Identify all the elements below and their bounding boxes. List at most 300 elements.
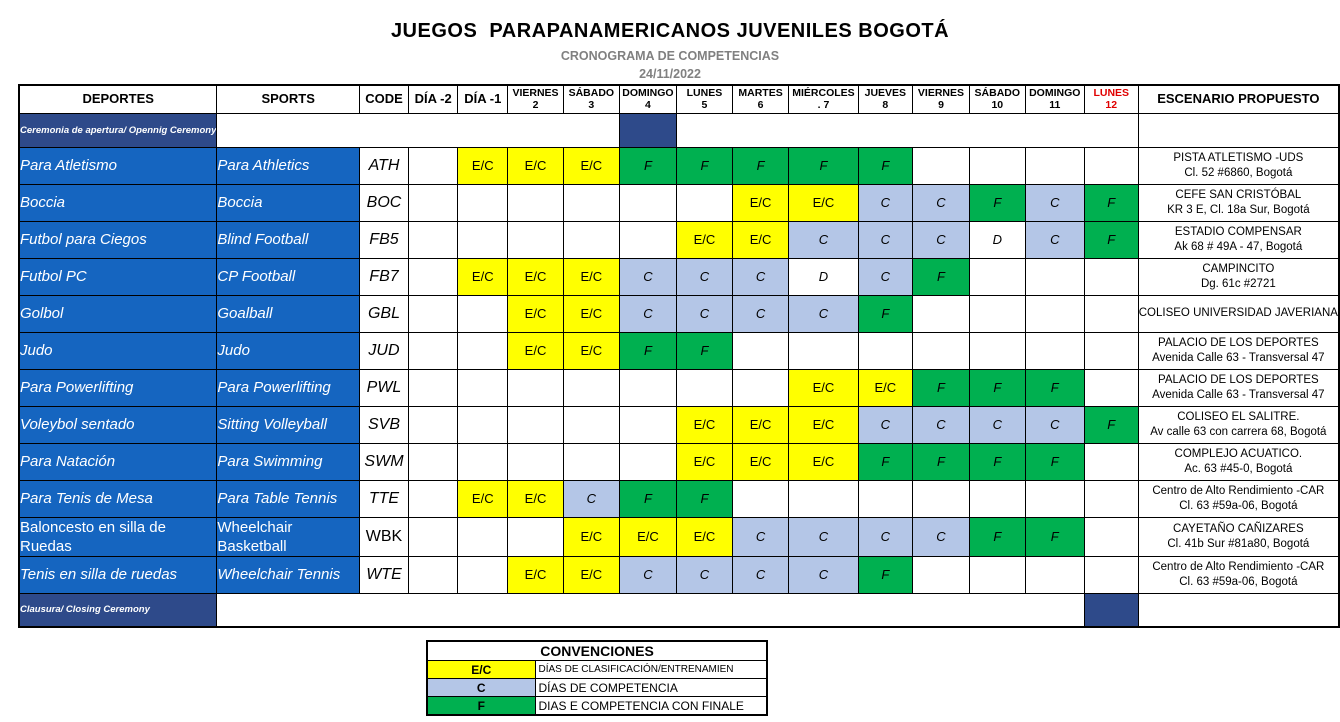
- venue-cell: [1138, 147, 1339, 184]
- schedule-cell: [508, 221, 564, 258]
- opening-ceremony-row: [19, 113, 1339, 147]
- schedule-cell: C: [732, 556, 789, 593]
- venue-address: Cl. 41b Sur #81a80, Bogotá: [1167, 537, 1310, 550]
- col-day: [677, 85, 733, 113]
- venue-address: Avenida Calle 63 - Transversal 47: [1152, 351, 1325, 364]
- schedule-cell: [913, 480, 970, 517]
- sport-row: [19, 258, 1339, 295]
- schedule-cell: E/C: [563, 258, 619, 295]
- venue-cell: [1138, 258, 1339, 295]
- schedule-cell: [677, 369, 733, 406]
- schedule-cell: C: [732, 295, 789, 332]
- schedule-cell: [408, 258, 458, 295]
- col-day: [913, 85, 970, 113]
- sport-name-es: Voleybol sentado: [19, 406, 217, 443]
- schedule-cell: [458, 369, 508, 406]
- schedule-cell: [408, 556, 458, 593]
- schedule-cell: [619, 184, 676, 221]
- schedule-cell: C: [619, 295, 676, 332]
- schedule-cell: [969, 332, 1025, 369]
- day-number: . 7: [817, 99, 830, 112]
- schedule-cell: E/C: [458, 258, 508, 295]
- schedule-cell: F: [969, 443, 1025, 480]
- venue-address: Ak 68 # 49A - 47, Bogotá: [1174, 240, 1303, 253]
- schedule-cell: C: [677, 295, 733, 332]
- schedule-cell: C: [913, 184, 970, 221]
- col-day: [732, 85, 789, 113]
- venue-name: CAYETAÑO CAÑIZARES: [1173, 522, 1304, 535]
- schedule-cell: E/C: [563, 556, 619, 593]
- col-day: [619, 85, 676, 113]
- legend-title: CONVENCIONES: [427, 641, 767, 661]
- closing-ceremony-marker: [1084, 593, 1138, 627]
- schedule-cell: C: [677, 556, 733, 593]
- venue-name: ESTADIO COMPENSAR: [1174, 225, 1302, 238]
- sport-name-es: Baloncesto en silla de Ruedas: [19, 517, 217, 556]
- venue-cell: [1138, 332, 1339, 369]
- schedule-cell: E/C: [789, 406, 858, 443]
- schedule-cell: [1025, 295, 1084, 332]
- schedule-cell: [408, 369, 458, 406]
- schedule-cell: [619, 406, 676, 443]
- schedule-cell: C: [858, 406, 912, 443]
- venue-cell: [1138, 443, 1339, 480]
- col-day-minus-1: DÍA -1: [458, 85, 508, 113]
- day-number: 4: [645, 99, 651, 112]
- legend-label: DÍAS DE CLASIFICACIÓN/ENTRENAMIEN: [535, 661, 767, 679]
- sport-name-es: Para Natación: [19, 443, 217, 480]
- schedule-cell: C: [913, 517, 970, 556]
- schedule-cell: [408, 221, 458, 258]
- schedule-cell: F: [913, 443, 970, 480]
- day-number: 8: [882, 99, 889, 112]
- schedule-cell: [789, 480, 858, 517]
- schedule-cell: [458, 406, 508, 443]
- schedule-cell: C: [789, 556, 858, 593]
- venue-address: Cl. 52 #6860, Bogotá: [1184, 166, 1293, 179]
- schedule-cell: [508, 443, 564, 480]
- schedule-cell: C: [789, 517, 858, 556]
- sport-name-es: Para Tenis de Mesa: [19, 480, 217, 517]
- schedule-cell: E/C: [677, 517, 733, 556]
- schedule-cell: [1025, 480, 1084, 517]
- schedule-cell: F: [969, 369, 1025, 406]
- day-number: 6: [757, 99, 764, 112]
- legend-row: [427, 661, 767, 679]
- sport-name-es: Para Atletismo: [19, 147, 217, 184]
- schedule-cell: E/C: [732, 184, 789, 221]
- schedule-cell: F: [789, 147, 858, 184]
- schedule-cell: [913, 556, 970, 593]
- sport-name-en: Para Swimming: [217, 443, 360, 480]
- schedule-cell: F: [1025, 369, 1084, 406]
- schedule-cell: F: [858, 556, 912, 593]
- schedule-cell: E/C: [508, 480, 564, 517]
- opening-ceremony-label: Ceremonia de apertura/ Opennig Ceremony: [19, 113, 217, 147]
- schedule-cell: [619, 443, 676, 480]
- sport-row: [19, 221, 1339, 258]
- day-name: SÁBADO: [974, 87, 1021, 100]
- col-day: [789, 85, 858, 113]
- schedule-cell: [1084, 556, 1138, 593]
- schedule-cell: F: [677, 480, 733, 517]
- schedule-cell: [1084, 369, 1138, 406]
- schedule-cell: C: [789, 221, 858, 258]
- venue-name: Centro de Alto Rendimiento -CAR: [1152, 560, 1325, 573]
- sport-code: FB5: [360, 221, 409, 258]
- col-day: [969, 85, 1025, 113]
- legend-key: E/C: [427, 661, 535, 679]
- ceremony-blank: [1138, 113, 1339, 147]
- sport-name-en: Wheelchair Basketball: [217, 517, 360, 556]
- schedule-cell: [858, 332, 912, 369]
- schedule-cell: E/C: [508, 295, 564, 332]
- schedule-cell: C: [1025, 406, 1084, 443]
- schedule-cell: [508, 517, 564, 556]
- col-day-monday-12: [1084, 85, 1138, 113]
- sport-name-es: Boccia: [19, 184, 217, 221]
- schedule-cell: E/C: [508, 147, 564, 184]
- venue-name: CAMPINCITO: [1202, 262, 1275, 275]
- header-row: [19, 85, 1339, 113]
- page-title: JUEGOS PARAPANAMERICANOS JUVENILES BOGOTÁ: [390, 20, 950, 42]
- schedule-cell: F: [677, 147, 733, 184]
- sport-row: [19, 147, 1339, 184]
- schedule-cell: E/C: [563, 517, 619, 556]
- schedule-cell: [1084, 295, 1138, 332]
- sport-name-es: Futbol PC: [19, 258, 217, 295]
- schedule-cell: [858, 480, 912, 517]
- schedule-cell: [563, 443, 619, 480]
- ceremony-blank: [1138, 593, 1339, 627]
- schedule-cell: F: [913, 369, 970, 406]
- schedule-cell: E/C: [458, 480, 508, 517]
- schedule-cell: E/C: [732, 443, 789, 480]
- venue-cell: [1138, 556, 1339, 593]
- col-day-minus-2: DÍA -2: [408, 85, 458, 113]
- schedule-cell: [458, 221, 508, 258]
- schedule-cell: F: [858, 295, 912, 332]
- day-number: 10: [991, 99, 1004, 112]
- schedule-cell: C: [732, 258, 789, 295]
- schedule-cell: [969, 556, 1025, 593]
- schedule-cell: F: [619, 332, 676, 369]
- schedule-cell: F: [619, 480, 676, 517]
- schedule-cell: [408, 332, 458, 369]
- day-number: 9: [938, 99, 944, 112]
- schedule-cell: F: [677, 332, 733, 369]
- col-day: [563, 85, 619, 113]
- sport-code: JUD: [360, 332, 409, 369]
- day-name: LUNES: [686, 87, 723, 100]
- schedule-cell: [458, 517, 508, 556]
- venue-address: Cl. 63 #59a-06, Bogotá: [1179, 575, 1298, 588]
- schedule-cell: E/C: [789, 443, 858, 480]
- col-venue: ESCENARIO PROPUESTO: [1138, 85, 1339, 113]
- schedule-cell: [969, 147, 1025, 184]
- venue-cell: [1138, 480, 1339, 517]
- ceremony-blank: [217, 593, 1084, 627]
- col-day: [858, 85, 912, 113]
- day-number: 11: [1049, 99, 1061, 112]
- closing-ceremony-label: Clausura/ Closing Ceremony: [19, 593, 217, 627]
- legend-label: DIAS E COMPETENCIA CON FINALE: [535, 697, 767, 716]
- legend-row: [427, 697, 767, 716]
- schedule-cell: [408, 517, 458, 556]
- schedule-cell: E/C: [508, 332, 564, 369]
- schedule-cell: [563, 184, 619, 221]
- schedule-cell: F: [913, 258, 970, 295]
- schedule-cell: E/C: [789, 184, 858, 221]
- schedule-cell: [913, 295, 970, 332]
- schedule-cell: [619, 369, 676, 406]
- col-deportes: DEPORTES: [19, 85, 217, 113]
- schedule-cell: [732, 480, 789, 517]
- venue-name: COMPLEJO ACUATICO.: [1174, 447, 1303, 460]
- schedule-cell: [1084, 443, 1138, 480]
- schedule-cell: F: [1025, 443, 1084, 480]
- schedule-cell: F: [1084, 184, 1138, 221]
- day-name: JUEVES: [864, 87, 907, 100]
- sport-code: GBL: [360, 295, 409, 332]
- opening-ceremony-marker: [619, 113, 676, 147]
- venue-address: Avenida Calle 63 - Transversal 47: [1152, 388, 1325, 401]
- col-sports: SPORTS: [217, 85, 360, 113]
- schedule-cell: [1025, 147, 1084, 184]
- day-number: 5: [701, 99, 708, 112]
- venue-name: COLISEO UNIVERSIDAD JAVERIANA: [1138, 307, 1338, 319]
- schedule-cell: [1084, 480, 1138, 517]
- schedule-cell: E/C: [508, 556, 564, 593]
- sport-row: [19, 406, 1339, 443]
- schedule-cell: [508, 406, 564, 443]
- schedule-cell: C: [619, 258, 676, 295]
- sport-code: BOC: [360, 184, 409, 221]
- day-name: VIERNES: [917, 87, 965, 100]
- schedule-cell: F: [969, 517, 1025, 556]
- sport-rows: [19, 147, 1339, 593]
- schedule-cell: [1084, 147, 1138, 184]
- schedule-cell: [1025, 332, 1084, 369]
- sport-name-en: CP Football: [217, 258, 360, 295]
- schedule-cell: C: [677, 258, 733, 295]
- schedule-cell: [913, 147, 970, 184]
- schedule-cell: E/C: [563, 147, 619, 184]
- schedule-cell: [458, 332, 508, 369]
- schedule-cell: C: [913, 221, 970, 258]
- venue-address: Cl. 63 #59a-06, Bogotá: [1179, 499, 1298, 512]
- sport-code: SWM: [360, 443, 409, 480]
- legend-key: F: [427, 697, 535, 716]
- schedule-cell: [408, 406, 458, 443]
- ceremony-blank: [217, 113, 619, 147]
- day-name: DOMINGO: [1029, 87, 1081, 100]
- schedule-cell: E/C: [563, 332, 619, 369]
- legend-row: [427, 679, 767, 697]
- schedule-cell: F: [1025, 517, 1084, 556]
- venue-address: Ac. 63 #45-0, Bogotá: [1184, 462, 1293, 475]
- schedule-cell: F: [1084, 406, 1138, 443]
- sport-name-en: Judo: [217, 332, 360, 369]
- schedule-cell: [1084, 332, 1138, 369]
- col-day: [508, 85, 564, 113]
- schedule-cell: [508, 369, 564, 406]
- venue-name: CEFE SAN CRISTÓBAL: [1175, 188, 1302, 201]
- sport-row: [19, 517, 1339, 556]
- sport-code: ATH: [360, 147, 409, 184]
- venue-cell: [1138, 369, 1339, 406]
- day-name: MIÉRCOLES: [792, 87, 855, 100]
- sport-row: [19, 295, 1339, 332]
- schedule-table: [18, 84, 1340, 628]
- sport-row: [19, 480, 1339, 517]
- schedule-cell: [508, 184, 564, 221]
- schedule-cell: [1084, 258, 1138, 295]
- venue-name: COLISEO EL SALITRE.: [1177, 410, 1300, 423]
- venue-name: PISTA ATLETISMO -UDS: [1173, 151, 1304, 164]
- schedule-cell: [408, 184, 458, 221]
- schedule-cell: E/C: [677, 443, 733, 480]
- day-name: SÁBADO: [568, 87, 615, 100]
- sport-code: SVB: [360, 406, 409, 443]
- sport-code: WTE: [360, 556, 409, 593]
- sport-name-en: Para Powerlifting: [217, 369, 360, 406]
- schedule-cell: C: [1025, 221, 1084, 258]
- sport-name-es: Para Powerlifting: [19, 369, 217, 406]
- sport-row: [19, 184, 1339, 221]
- sport-row: [19, 369, 1339, 406]
- ceremony-blank: [677, 113, 1139, 147]
- schedule-cell: E/C: [858, 369, 912, 406]
- schedule-cell: [408, 443, 458, 480]
- sport-code: TTE: [360, 480, 409, 517]
- schedule-cell: E/C: [619, 517, 676, 556]
- venue-cell: [1138, 517, 1339, 556]
- schedule-cell: [408, 480, 458, 517]
- schedule-cell: [1025, 258, 1084, 295]
- schedule-cell: E/C: [677, 221, 733, 258]
- venue-cell: [1138, 295, 1339, 332]
- schedule-cell: C: [969, 406, 1025, 443]
- legend-table: [426, 640, 768, 716]
- sport-name-en: Sitting Volleyball: [217, 406, 360, 443]
- legend-label: DÍAS DE COMPETENCIA: [535, 679, 767, 697]
- schedule-cell: C: [1025, 184, 1084, 221]
- schedule-cell: F: [732, 147, 789, 184]
- schedule-cell: F: [619, 147, 676, 184]
- schedule-cell: [408, 147, 458, 184]
- col-code: CODE: [360, 85, 409, 113]
- schedule-cell: [1025, 556, 1084, 593]
- schedule-cell: [619, 221, 676, 258]
- day-name: VIERNES: [512, 87, 559, 100]
- schedule-cell: [677, 184, 733, 221]
- schedule-cell: [732, 369, 789, 406]
- schedule-cell: E/C: [732, 406, 789, 443]
- schedule-cell: [458, 184, 508, 221]
- day-name: LUNES: [1093, 87, 1130, 100]
- venue-address: Dg. 61c #2721: [1200, 277, 1276, 290]
- venue-cell: [1138, 184, 1339, 221]
- schedule-cell: E/C: [563, 295, 619, 332]
- day-number: 2: [532, 99, 539, 112]
- sport-name-en: Goalball: [217, 295, 360, 332]
- day-name: DOMINGO: [622, 87, 674, 100]
- venue-cell: [1138, 406, 1339, 443]
- schedule-cell: E/C: [789, 369, 858, 406]
- schedule-cell: C: [732, 517, 789, 556]
- col-day: [1025, 85, 1084, 113]
- sport-name-en: Para Athletics: [217, 147, 360, 184]
- schedule-cell: [563, 369, 619, 406]
- schedule-cell: [458, 443, 508, 480]
- schedule-cell: [408, 295, 458, 332]
- venue-cell: [1138, 221, 1339, 258]
- sport-code: FB7: [360, 258, 409, 295]
- schedule-cell: F: [858, 147, 912, 184]
- sport-name-en: Wheelchair Tennis: [217, 556, 360, 593]
- day-number: 3: [588, 99, 595, 112]
- schedule-cell: F: [969, 184, 1025, 221]
- venue-address: Av calle 63 con carrera 68, Bogotá: [1150, 425, 1327, 438]
- legend-key: C: [427, 679, 535, 697]
- sport-code: WBK: [360, 517, 409, 556]
- venue-address: KR 3 E, Cl. 18a Sur, Bogotá: [1167, 203, 1310, 216]
- venue-name: Centro de Alto Rendimiento -CAR: [1152, 484, 1325, 497]
- schedule-cell: F: [858, 443, 912, 480]
- sport-name-es: Golbol: [19, 295, 217, 332]
- schedule-cell: C: [563, 480, 619, 517]
- day-name: MARTES: [738, 87, 783, 100]
- schedule-cell: E/C: [732, 221, 789, 258]
- schedule-cell: E/C: [508, 258, 564, 295]
- sport-name-en: Boccia: [217, 184, 360, 221]
- schedule-cell: C: [858, 184, 912, 221]
- schedule-cell: [1084, 517, 1138, 556]
- schedule-cell: F: [1084, 221, 1138, 258]
- schedule-cell: C: [858, 517, 912, 556]
- schedule-cell: E/C: [677, 406, 733, 443]
- sport-row: [19, 443, 1339, 480]
- sport-name-es: Tenis en silla de ruedas: [19, 556, 217, 593]
- venue-name: PALACIO DE LOS DEPORTES: [1158, 373, 1319, 386]
- schedule-cell: [969, 295, 1025, 332]
- schedule-cell: [458, 295, 508, 332]
- closing-ceremony-row: [19, 593, 1339, 627]
- sport-code: PWL: [360, 369, 409, 406]
- schedule-cell: C: [619, 556, 676, 593]
- day-number: 12: [1105, 99, 1118, 112]
- schedule-cell: C: [913, 406, 970, 443]
- sport-name-en: Para Table Tennis: [217, 480, 360, 517]
- schedule-cell: C: [789, 295, 858, 332]
- sport-name-es: Judo: [19, 332, 217, 369]
- schedule-cell: D: [969, 221, 1025, 258]
- sport-name-es: Futbol para Ciegos: [19, 221, 217, 258]
- schedule-cell: [732, 332, 789, 369]
- schedule-cell: [563, 221, 619, 258]
- page-date: 24/11/2022: [639, 67, 701, 81]
- schedule-cell: [969, 480, 1025, 517]
- schedule-cell: E/C: [458, 147, 508, 184]
- schedule-cell: [913, 332, 970, 369]
- schedule-cell: [458, 556, 508, 593]
- schedule-cell: C: [858, 258, 912, 295]
- page-subtitle: CRONOGRAMA DE COMPETENCIAS: [560, 49, 780, 63]
- sport-row: [19, 556, 1339, 593]
- sport-row: [19, 332, 1339, 369]
- schedule-cell: [563, 406, 619, 443]
